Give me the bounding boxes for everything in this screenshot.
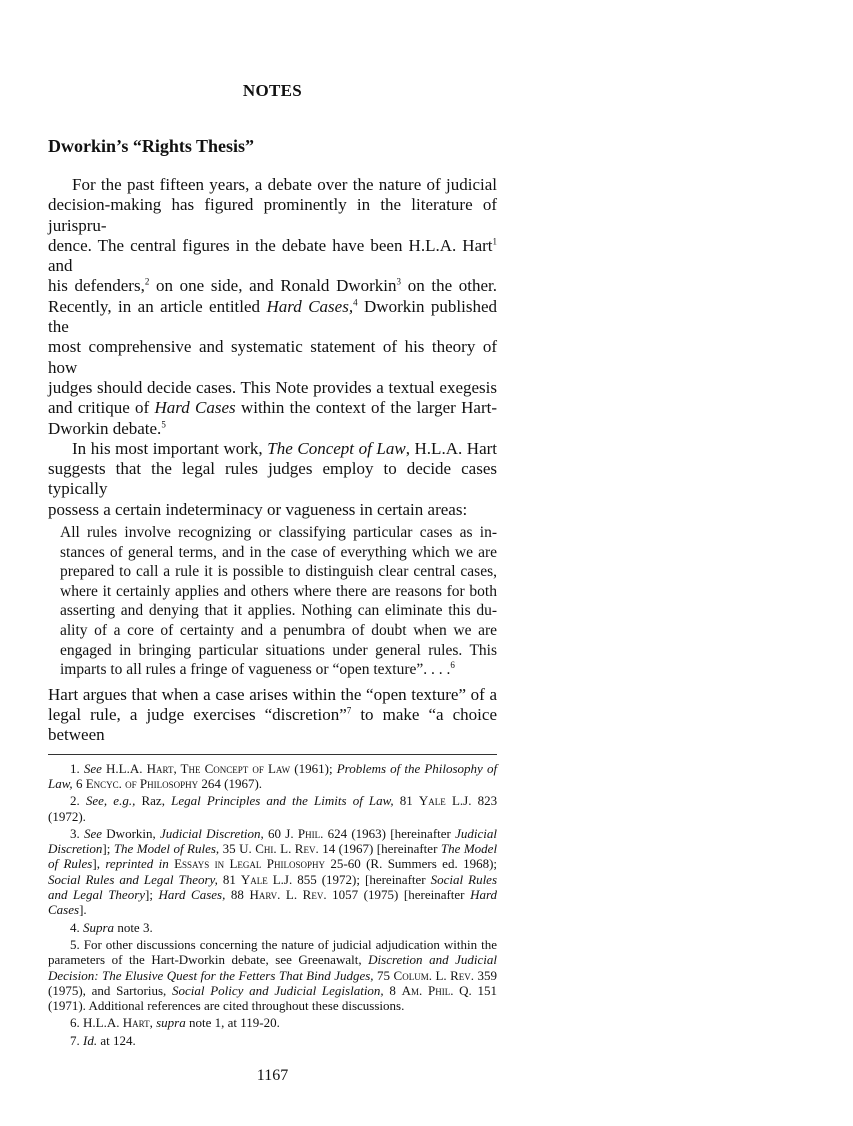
text-segment: L. xyxy=(280,841,292,857)
text-segment: 81 xyxy=(399,793,413,809)
footnote-ref[interactable]: 3 xyxy=(396,276,402,287)
text-segment: L.J. 855 (1972); [hereinafter xyxy=(272,871,426,887)
author-book: Hart, The Concept of Law xyxy=(146,760,291,776)
text-line xyxy=(48,398,497,418)
quote-line: stances of general terms, and in the case of everything which we are xyxy=(60,543,497,561)
footnote-line xyxy=(48,937,497,1013)
document-page xyxy=(48,0,497,1126)
article-title: Hard Cases, xyxy=(158,887,226,903)
footnote-ref[interactable]: 5 xyxy=(161,418,166,429)
text-segment: and xyxy=(48,256,73,276)
text-line: most comprehensive and systematic statement of his theory of how xyxy=(48,337,497,377)
text-segment: L. xyxy=(435,967,447,983)
footnote-5 xyxy=(48,937,497,1013)
short-title: Hard Cases xyxy=(48,887,498,918)
text-segment: In his most important work, xyxy=(72,438,263,458)
signal: See, e.g., xyxy=(85,793,136,809)
article-title: The Model of Rules, xyxy=(113,841,220,857)
text-segment: imparts to all rules a fringe of vagueness or “open texture”. . . . xyxy=(60,661,451,679)
text-line xyxy=(48,297,497,338)
text-segment: Raz, xyxy=(141,793,165,809)
text-segment: 88 xyxy=(230,887,244,903)
text-segment: ], xyxy=(92,856,100,872)
text-line: suggests that the legal rules judges employ to decide cases typically xyxy=(48,459,497,499)
text-segment: , H.L.A. Hart xyxy=(405,438,498,458)
text-segment: his defenders, xyxy=(48,276,145,296)
paragraph-2 xyxy=(48,439,497,520)
text-segment: 6 xyxy=(75,775,83,791)
text-segment: 264 (1967). xyxy=(201,775,263,791)
footnote-number: 4. xyxy=(70,919,80,935)
signal: See xyxy=(84,825,103,841)
article-title: Social Policy and Judicial Legislation, xyxy=(172,982,384,998)
text-segment: H.L.A. xyxy=(83,1015,120,1031)
text-segment: 35 U. xyxy=(222,841,252,857)
text-segment: 75 xyxy=(377,967,391,983)
text-segment: on the other. xyxy=(407,276,498,296)
footnote-1 xyxy=(48,761,497,792)
text-segment: (1972). xyxy=(48,808,86,824)
footnote-2 xyxy=(48,793,497,824)
text-segment: and critique of xyxy=(48,398,150,418)
text-segment: 25-60 (R. Summers ed. xyxy=(330,856,458,872)
footnote-divider xyxy=(48,754,497,755)
signal: supra xyxy=(156,1015,186,1031)
signal: Id. xyxy=(83,1032,98,1048)
footnote-ref[interactable]: 1 xyxy=(492,236,497,247)
footnote-line xyxy=(48,793,497,824)
text-segment: L. xyxy=(285,887,298,903)
text-segment: dence. The central figures in the debate have been H.L.A. Hart xyxy=(48,235,493,255)
footnote-ref[interactable]: 4 xyxy=(353,297,358,308)
footnote-number: 3. xyxy=(70,825,80,841)
text-line: For the past fifteen years, a debate over the nature of judicial xyxy=(72,175,497,194)
text-segment: Dworkin published the xyxy=(48,296,498,337)
footnote-number: 6. xyxy=(70,1015,80,1031)
text-line xyxy=(48,439,497,459)
footnote-4 xyxy=(48,920,497,935)
article-title: of Law, xyxy=(48,760,498,791)
text-segment: For other discussions concerning the nature of judicial adjudication within the xyxy=(83,936,498,952)
page-number: 1167 xyxy=(256,1067,289,1085)
text-segment: 1968); xyxy=(463,856,498,872)
footnote-line xyxy=(48,1033,497,1048)
footnote-7 xyxy=(48,1033,497,1048)
journal: Colum. xyxy=(393,967,432,983)
footnote-line xyxy=(48,920,497,935)
text-segment: L.J. 823 xyxy=(451,793,498,809)
short-title: Judicial xyxy=(455,825,498,841)
paragraph-3 xyxy=(48,685,497,746)
journal: Rev. xyxy=(294,841,319,857)
journal: Rev. xyxy=(302,887,327,903)
journal: Rev. xyxy=(450,967,475,983)
text-segment: 81 xyxy=(222,871,236,887)
text-segment: H.L.A. xyxy=(106,760,143,776)
signal: See xyxy=(83,760,102,776)
footnote-ref[interactable]: 7 xyxy=(346,705,352,716)
article-body xyxy=(48,175,497,746)
footnote-line xyxy=(48,826,497,918)
section-heading: NOTES xyxy=(242,81,303,100)
journal: Harv. xyxy=(249,887,281,903)
footnote-3 xyxy=(48,826,497,918)
footnote-number: 5. xyxy=(70,936,80,952)
text-segment: to make “a choice between xyxy=(48,705,497,745)
block-quote xyxy=(60,523,497,680)
article-title: Legal Principles and the Limits of Law, xyxy=(171,793,394,809)
journal: Encyc. of Philosophy xyxy=(85,775,199,791)
text-segment: 60 J. xyxy=(268,825,294,841)
footnote-6 xyxy=(48,1015,497,1030)
author: Hart, xyxy=(122,1015,153,1031)
case-title: Hard Cases, xyxy=(266,296,354,316)
text-segment: (1961); xyxy=(294,760,333,776)
text-line: judges should decide cases. This Note provides a textual exegesis xyxy=(48,377,497,397)
text-segment: Q. 151 xyxy=(459,982,498,998)
case-title: Hard Cases xyxy=(154,398,236,418)
text-segment: 624 (1963) [hereinafter xyxy=(327,825,451,841)
quote-line: prepared to call a rule it is possible to distinguish clear central cases, xyxy=(60,563,497,581)
article-title: Social Rules and Legal Theory, xyxy=(48,871,218,887)
text-line: possess a certain indeterminacy or vagueness in certain areas: xyxy=(48,499,468,519)
signal: Supra xyxy=(83,919,115,935)
footnotes xyxy=(48,761,497,1048)
text-segment: within the context of the larger Hart- xyxy=(240,398,497,418)
text-segment: legal rule, a judge exercises “discretion” xyxy=(48,705,347,725)
journal: Chi. xyxy=(255,841,277,857)
text-segment: at 124. xyxy=(100,1032,136,1048)
quote-line: engaged in bringing particular situations under general rules. This xyxy=(60,641,497,659)
quote-line: asserting and denying that it applies. Nothing can eliminate this du- xyxy=(60,602,497,620)
text-segment: ]; xyxy=(102,841,111,857)
footnote-ref[interactable]: 6 xyxy=(450,660,455,671)
paragraph-1 xyxy=(48,175,497,439)
journal: Yale xyxy=(240,871,268,887)
article-title: Judicial Discretion, xyxy=(160,825,264,841)
text-line xyxy=(48,276,497,296)
article-title: Decision: The Elusive Quest for the Fetters That Bind Judges, xyxy=(48,967,374,983)
footnote-ref[interactable]: 2 xyxy=(144,276,150,287)
article-title: Discretion and Judicial xyxy=(368,952,498,968)
footnote-line xyxy=(48,761,497,792)
text-segment: note 3. xyxy=(117,919,153,935)
quote-line xyxy=(60,660,497,680)
text-line: decision-making has figured prominently in the literature of jurispru- xyxy=(48,195,497,235)
text-line xyxy=(48,705,497,746)
journal: Am. Phil. xyxy=(401,982,454,998)
text-segment: 359 (1975), and Sartorius, xyxy=(48,967,498,998)
text-segment: 1057 (1975) [hereinafter xyxy=(332,887,465,903)
text-segment: ]. xyxy=(79,902,87,918)
book-title: The Concept of Law xyxy=(267,438,406,458)
text-segment: parameters of the Hart-Dworkin debate, see Greenawalt, xyxy=(48,952,362,968)
short-title: The xyxy=(440,841,461,857)
text-line xyxy=(48,236,497,277)
text-segment: (1971). Additional references are cited throughout these discussions. xyxy=(48,998,405,1014)
text-segment: Dworkin, xyxy=(106,825,156,841)
short-title: Model of Rules xyxy=(48,841,498,872)
text-segment: 14 (1967) [hereinafter xyxy=(322,841,438,857)
journal: Yale xyxy=(418,793,446,809)
short-title: Rules and Legal Theory xyxy=(48,871,498,903)
footnote-number: 7. xyxy=(70,1032,80,1048)
text-segment: Recently, in an article entitled xyxy=(48,296,261,316)
quote-line: where it certainly applies and others where there are reasons for both xyxy=(60,582,497,600)
text-segment: 8 xyxy=(389,982,396,998)
text-segment: on one side, and Ronald Dworkin xyxy=(155,276,397,296)
text-segment: ]; xyxy=(145,887,153,903)
journal: Phil. xyxy=(297,825,324,841)
article-title: Problems of the Philosophy xyxy=(336,760,483,776)
book-title: Essays in Legal Philosophy xyxy=(174,856,326,872)
short-title: Social xyxy=(430,871,464,887)
quote-line: ality of a core of certainty and a penumbra of doubt when we are xyxy=(60,622,497,640)
text-line: Hart argues that when a case arises within the “open texture” of a xyxy=(48,684,497,704)
quote-line: All rules involve recognizing or classifying particular cases as in- xyxy=(60,524,497,542)
footnote-number: 2. xyxy=(70,793,80,809)
article-title: Dworkin’s “Rights Thesis” xyxy=(48,136,255,156)
footnote-line xyxy=(48,1015,497,1030)
footnote-number: 1. xyxy=(70,760,80,776)
text-segment: Dworkin debate. xyxy=(48,418,162,438)
short-title: Discretion xyxy=(48,841,103,857)
signal: reprinted in xyxy=(105,856,169,872)
text-line xyxy=(48,419,497,439)
text-segment: note 1, at 119-20. xyxy=(188,1015,280,1031)
